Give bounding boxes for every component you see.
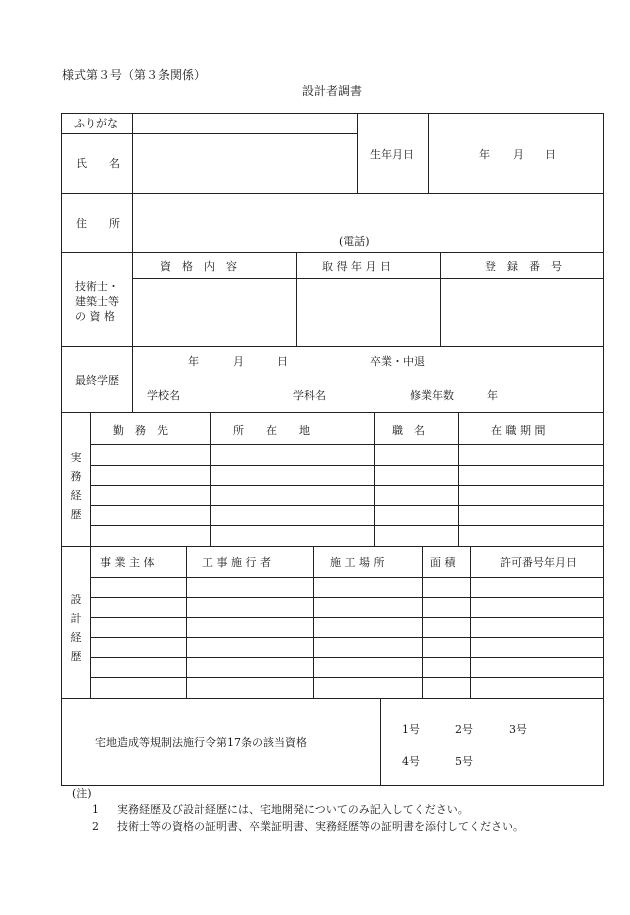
name-label: 氏 名 [76, 157, 120, 170]
work-header-location: 所 在 地 [233, 424, 310, 437]
furigana-line [61, 133, 357, 134]
work-row-line [90, 505, 604, 506]
work-row-line [90, 465, 604, 466]
work-header-position: 職 名 [392, 424, 425, 437]
design-header-client: 事 業 主 体 [100, 556, 155, 569]
design-history-label: 設計経歴 [70, 593, 82, 663]
divider-name-address [61, 193, 604, 194]
design-header-permit: 許可番号年月日 [500, 556, 577, 569]
furigana-label: ふりがな [74, 117, 118, 130]
work-header-period: 在 職 期 間 [491, 424, 546, 437]
address-label-divider [132, 193, 133, 252]
qualification-header-number: 登 録 番 号 [485, 260, 562, 273]
design-row-line [90, 677, 604, 678]
study-years-unit: 年 [487, 389, 498, 402]
eligibility-label: 宅地造成等規制法施行令第17条の該当資格 [95, 736, 307, 749]
design-row-line [90, 597, 604, 598]
education-month: 月 [233, 355, 244, 368]
note-1-text: 実務経歴及び設計経歴には、宅地開発についてのみ記入してください。 [117, 803, 469, 816]
education-year: 年 [188, 355, 199, 368]
divider-qualification-education [61, 346, 604, 347]
work-row-line [90, 485, 604, 486]
qualification-col-divider-1 [296, 252, 297, 346]
qualification-header-content: 資 格 内 容 [160, 260, 237, 273]
education-label-divider [132, 346, 133, 412]
school-name-label: 学校名 [147, 389, 180, 402]
form-number: 様式第３号（第３条関係） [62, 68, 207, 82]
name-label-divider [132, 113, 133, 193]
design-header-line [90, 577, 604, 578]
design-col-divider-1 [186, 546, 187, 698]
eligibility-option-2: 2号 [455, 723, 473, 736]
eligibility-option-4: 4号 [402, 755, 420, 768]
qualification-label-line3: の 資 格 [75, 310, 115, 323]
design-header-site: 施 工 場 所 [330, 556, 385, 569]
department-label: 学科名 [293, 389, 326, 402]
note-2-text: 技術士等の資格の証明書、卒業証明書、実務経歴等の証明書を添付してください。 [117, 820, 524, 833]
name-birth-divider [357, 113, 358, 193]
eligibility-option-5: 5号 [455, 755, 473, 768]
eligibility-option-1: 1号 [402, 723, 420, 736]
divider-work-design [61, 546, 604, 547]
qualification-header-line [132, 278, 604, 279]
design-header-area: 面 積 [430, 556, 456, 569]
form-table [61, 113, 604, 786]
birthdate-day: 日 [545, 148, 556, 161]
eligibility-divider [380, 698, 381, 786]
birthdate-month: 月 [513, 148, 524, 161]
qualification-label-line2: 建築士等 [75, 295, 119, 308]
birthdate-year: 年 [479, 148, 490, 161]
design-label-divider [90, 546, 91, 698]
divider-education-work [61, 412, 604, 413]
qualification-label-line1: 技術士・ [75, 280, 119, 293]
design-col-divider-2 [313, 546, 314, 698]
design-col-divider-4 [470, 546, 471, 698]
notes-heading: (注) [72, 787, 92, 800]
design-col-divider-3 [422, 546, 423, 698]
note-1-number: 1 [92, 803, 99, 816]
education-label: 最終学歴 [75, 374, 119, 387]
work-row-line [90, 525, 604, 526]
work-header-employer: 勤 務 先 [113, 424, 168, 437]
graduation-status: 卒業・中退 [370, 355, 425, 368]
document-title: 設計者調書 [302, 84, 363, 98]
eligibility-option-3: 3号 [509, 723, 527, 736]
qualification-col-divider-2 [440, 252, 441, 346]
divider-address-qualification [61, 252, 604, 253]
design-row-line [90, 657, 604, 658]
study-years-label: 修業年数 [410, 389, 454, 402]
design-row-line [90, 617, 604, 618]
qualification-header-date: 取 得 年 月 日 [322, 260, 391, 273]
design-row-line [90, 637, 604, 638]
divider-design-eligibility [61, 698, 604, 699]
phone-label: (電話) [339, 235, 370, 248]
work-history-label: 実務経歴 [70, 451, 82, 521]
education-day: 日 [277, 355, 288, 368]
birth-label-divider [428, 113, 429, 193]
qualification-label-divider [132, 252, 133, 346]
birthdate-label: 生年月日 [370, 148, 414, 161]
note-2-number: 2 [92, 820, 99, 833]
work-header-line [90, 444, 604, 445]
address-label: 住 所 [76, 217, 120, 230]
design-header-contractor: 工 事 施 行 者 [202, 556, 271, 569]
